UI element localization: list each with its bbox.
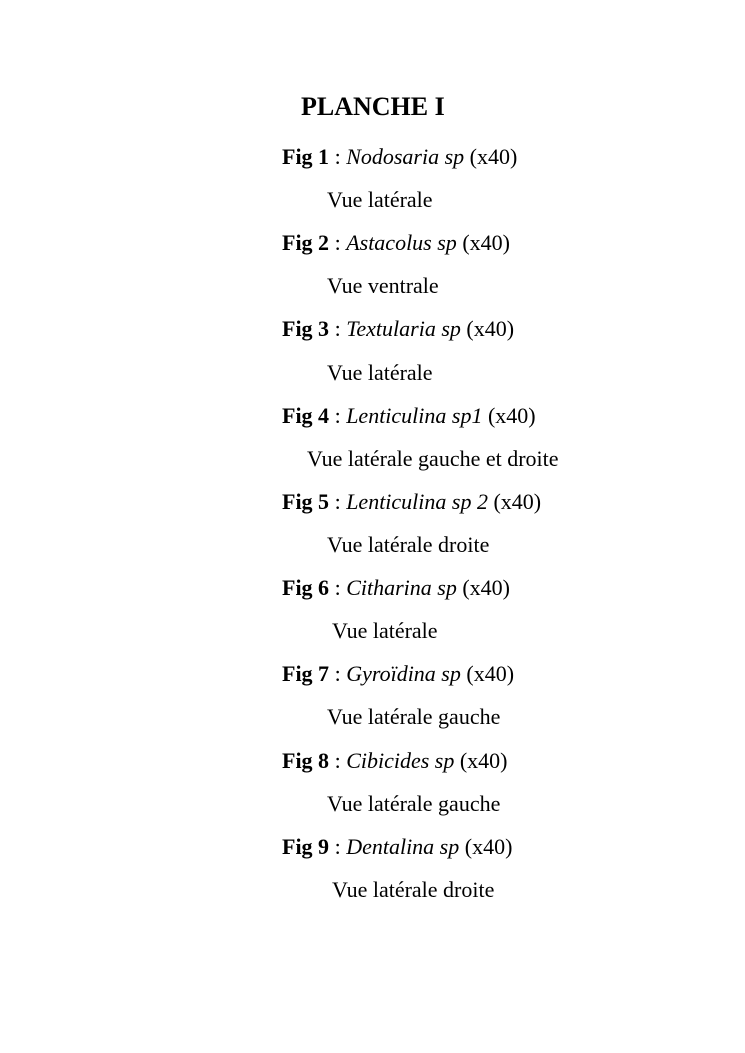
- separator: :: [329, 144, 347, 169]
- figure-caption-9: [282, 833, 512, 861]
- figure-view-1: Vue latérale: [327, 187, 433, 212]
- separator: :: [329, 575, 347, 600]
- figure-view-3: Vue latérale: [327, 360, 433, 385]
- figure-view-5: Vue latérale droite: [327, 532, 490, 557]
- species-name: Gyroïdina sp: [346, 661, 461, 686]
- species-name: Textularia sp: [346, 316, 461, 341]
- magnification: (x40): [454, 748, 508, 773]
- figure-view-4: Vue latérale gauche et droite: [307, 446, 559, 471]
- magnification: (x40): [464, 144, 518, 169]
- figure-label: Fig 4: [282, 403, 330, 428]
- magnification: (x40): [456, 575, 510, 600]
- figure-label: Fig 2: [282, 230, 330, 255]
- magnification: (x40): [456, 230, 510, 255]
- figure-caption-8: [282, 747, 508, 775]
- figure-caption-3: [282, 315, 514, 343]
- figure-label: Fig 3: [282, 316, 330, 341]
- figure-caption-5: [282, 488, 541, 516]
- figure-label: Fig 1: [282, 144, 330, 169]
- figure-caption-6: [282, 574, 510, 602]
- separator: :: [329, 748, 347, 773]
- figure-caption-4: [282, 402, 536, 430]
- species-name: Lenticulina sp1: [346, 403, 483, 428]
- figure-caption-2: [282, 229, 510, 257]
- page-title: PLANCHE I: [301, 92, 445, 121]
- separator: :: [329, 316, 347, 341]
- magnification: (x40): [482, 403, 536, 428]
- species-name: Lenticulina sp 2: [346, 489, 488, 514]
- figure-view-2: Vue ventrale: [327, 273, 439, 298]
- species-name: Cibicides sp: [346, 748, 455, 773]
- magnification: (x40): [487, 489, 542, 514]
- separator: :: [329, 834, 347, 859]
- species-name: Citharina sp: [346, 575, 457, 600]
- separator: :: [329, 230, 347, 255]
- magnification: (x40): [460, 661, 515, 686]
- species-name: Astacolus sp: [346, 230, 457, 255]
- separator: :: [329, 661, 347, 686]
- figure-label: Fig 8: [282, 748, 330, 773]
- figure-view-7: Vue latérale gauche: [327, 704, 501, 729]
- figure-label: Fig 5: [282, 489, 330, 514]
- figure-label: Fig 9: [282, 834, 330, 859]
- separator: :: [329, 403, 347, 428]
- species-name: Dentalina sp: [346, 834, 460, 859]
- figure-view-8: Vue latérale gauche: [327, 791, 501, 816]
- figure-caption-1: [282, 143, 517, 171]
- figure-label: Fig 6: [282, 575, 330, 600]
- figure-view-6: Vue latérale: [332, 618, 438, 643]
- figure-view-9: Vue latérale droite: [332, 877, 495, 902]
- figure-label: Fig 7: [282, 661, 330, 686]
- separator: :: [329, 489, 347, 514]
- species-name: Nodosaria sp: [346, 144, 465, 169]
- magnification: (x40): [459, 834, 513, 859]
- figure-caption-7: [282, 660, 514, 688]
- magnification: (x40): [460, 316, 515, 341]
